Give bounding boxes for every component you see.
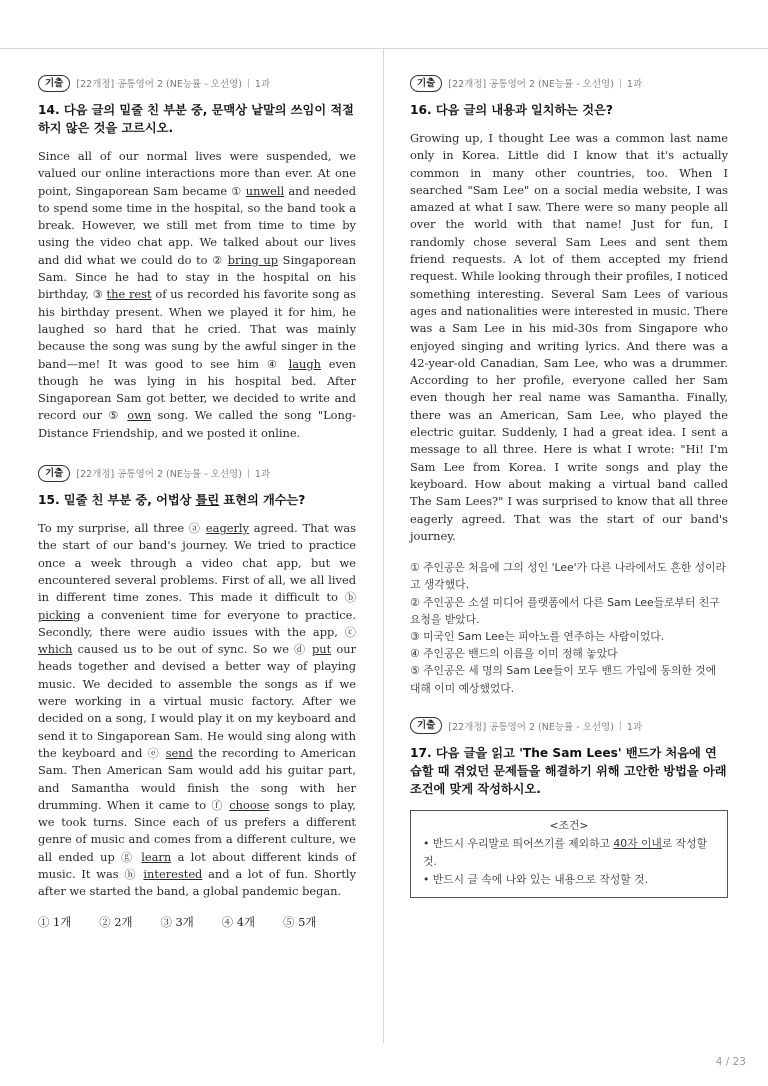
choice-1[interactable]: ① 1개 — [38, 914, 72, 929]
lesson-label: 1과 — [626, 721, 643, 733]
question-title: 15. 밑줄 친 부분 중, 어법상 틀린 표현의 개수는? — [38, 493, 306, 508]
conditions-box — [410, 810, 728, 898]
source-label: [22개정] 공통영어 2 (NE능률 - 오선영) — [76, 79, 242, 90]
lesson-label: 1과 — [626, 79, 643, 90]
tag-separator — [248, 469, 249, 478]
tag-separator — [620, 721, 621, 730]
underlined-a: eagerly — [205, 521, 249, 536]
marker-a: ⓐ — [188, 522, 202, 536]
question-title: 16. 다음 글의 내용과 일치하는 것은? — [410, 103, 613, 117]
choice-3[interactable]: ③ 3개 — [160, 914, 194, 929]
exam-badge: 기출 — [410, 717, 442, 734]
underlined-g: learn — [141, 849, 172, 864]
marker-2: ② — [212, 253, 224, 267]
lesson-label: 1과 — [254, 469, 271, 481]
marker-h: ⓗ — [124, 867, 138, 881]
question-tag — [38, 74, 356, 92]
underlined-2: bring up — [227, 252, 279, 267]
marker-3: ③ — [92, 288, 103, 302]
underlined-3: the rest — [106, 287, 152, 302]
tag-separator — [620, 79, 621, 88]
exam-badge: 기출 — [38, 75, 70, 92]
condition-1: • 반드시 우리말로 띄어쓰기를 제외하고 40자 이내로 작성할 것. — [423, 836, 708, 868]
underlined-e: send — [165, 745, 193, 760]
marker-4: ④ — [266, 357, 281, 371]
question-passage: Growing up, I thought Lee was a common last name only in Korea. Little did I know that it's actually common in many other countries, too. When I searched "Sam Lee" on a social media website, I was amazed at what I saw. There were so many people all over the world with that name! Just for fun, I randomly chose several Sam Lees and sent them friend requests. A lot of them accepted my friend request. While looking through their profiles, I noticed something interesting. Several Sam Lees of various ages and nationalities were interested in music. There was a Sam Lee in his mid-30s from Singapore who enjoyed singing and writing lyrics. And there was a 42-year-old Canadian, Sam Lee, who was a drummer. According to her profile, everyone called her Sam even though her real name was Samantha. Finally, there was an American, Sam Lee, who played the electric guitar. Suddenly, I had a great idea. I sent a message to all three. Here is what I wrote: "Hi! I'm Sam Lee from Korea. I write songs and play the keyboard. How about making a virtual band called The Sam Lees?" I was surprised to know that all three eagerly agreed. That was the start of our band's journey. — [410, 131, 728, 543]
marker-1: ① — [231, 184, 242, 198]
marker-c: ⓒ — [345, 625, 356, 639]
marker-g: ⓖ — [121, 850, 135, 864]
right-column — [410, 74, 728, 898]
answer-options — [410, 559, 728, 697]
question-tag — [410, 717, 728, 735]
question-16 — [410, 74, 728, 697]
column-divider — [383, 48, 384, 1043]
underlined-5: own — [127, 408, 152, 423]
question-tag — [38, 464, 356, 482]
question-passage: To my surprise, all three ⓐ eagerly agreed. That was the start of our band's journey. We tried to practice once a week through a video chat app, but we encountered several problems. First of all, we all lived in different time zones. This made it difficult to ⓑ picking a convenient time for everyone to practice. Secondly, there were audio issues with the app, ⓒ which caused us to be out of sync. So we ⓓ put our heads together and devised a better way of playing music. We decided to assemble the songs as if we were working in a virtual music factory. After we decided on a song, I would play it on my keyboard and send it to Singaporean Sam. He would sing along with the keyboard and ⓔ send the recording to American Sam. Then American Sam would add his guitar part, and Samantha would finish the song with her drumming. When it came to ⓕ choose songs to play, we took turns. Since each of us prefers a different genre of music and comes from a different culture, we all ended up ⓖ learn a lot about different kinds of music. It was ⓗ interested and a lot of fun. Shortly after we started the band, a global pandemic began. — [38, 521, 357, 899]
exam-badge: 기출 — [410, 75, 442, 92]
option-1[interactable]: ① 주인공은 처음에 그의 성인 'Lee'가 다른 나라에서도 흔한 성이라고 생각했다. — [410, 561, 726, 592]
question-passage: Since all of our normal lives were suspended, we valued our online interactions more than ever. At one point, Singaporean Sam became ① unwell and needed to spend some time in the hospital, so the band took a break. However, we still met from time to time by using the video chat app. We talked about our lives and did what we could do to ② bring up Singaporean Sam. Since he had to stay in the hospital on his birthday, ③ the rest of us recorded his favorite song as his birthday present. When we played it for him, he laughed so hard that he cried. That was mainly because the song was sung by the awful singer in the band—me! It was good to see him ④ laugh even though he was lying in his hospital bed. After Singaporean Sam got better, we decided to write and record our ⑤ own song. We called the song "Long-Distance Friendship, and we posted it online. — [38, 149, 356, 440]
source-label: [22개정] 공통영어 2 (NE능률 - 오선영) — [76, 469, 242, 481]
marker-b: ⓑ — [345, 591, 356, 605]
question-tag — [410, 74, 728, 92]
source-label: [22개정] 공통영어 2 (NE능률 - 오선영) — [448, 721, 614, 733]
question-14 — [38, 74, 356, 442]
choice-5[interactable]: ⑤ 5개 — [283, 914, 317, 929]
option-4[interactable]: ④ 주인공은 밴드의 이름을 이미 정해 놓았다 — [410, 647, 618, 661]
underlined-h: interested — [143, 866, 203, 881]
choice-2[interactable]: ② 2개 — [99, 914, 133, 929]
question-15 — [38, 464, 356, 930]
underlined-c: which — [38, 642, 73, 657]
marker-5: ⑤ — [108, 409, 121, 423]
answer-choices — [38, 914, 356, 930]
choice-4[interactable]: ④ 4개 — [221, 914, 256, 929]
marker-f: ⓕ — [211, 798, 225, 812]
top-rule — [0, 48, 768, 49]
option-2[interactable]: ② 주인공은 소셜 미디어 플랫폼에서 다른 Sam Lee들로부터 친구 요청을 받았다. — [410, 595, 720, 626]
exam-badge: 기출 — [38, 465, 70, 482]
underlined-b: picking — [38, 607, 81, 622]
conditions-title: <조건> — [549, 818, 589, 832]
underlined-d: put — [311, 642, 332, 657]
question-title: 17. 다음 글을 읽고 'The Sam Lees' 밴드가 처음에 연습할 때 겪었던 문제들을 해결하기 위해 고안한 방법을 아래 조건에 맞게 작성하시오. — [410, 745, 727, 796]
left-column — [38, 74, 356, 930]
page-number: 4 / 23 — [715, 1056, 746, 1068]
question-title: 14. 다음 글의 밑줄 친 부분 중, 문맥상 낱말의 쓰임이 적절하지 않은 것을 고르시오. — [38, 103, 354, 135]
condition-2: • 반드시 글 속에 나와 있는 내용으로 작성할 것. — [423, 872, 648, 886]
option-3[interactable]: ③ 미국인 Sam Lee는 피아노를 연주하는 사람이었다. — [410, 629, 665, 643]
underlined-1: unwell — [245, 183, 285, 198]
tag-separator — [248, 79, 249, 88]
option-5[interactable]: ⑤ 주인공은 세 명의 Sam Lee들이 모두 밴드 가입에 동의한 것에 대해 이미 예상했었다. — [410, 664, 717, 695]
underlined-4: laugh — [288, 356, 321, 371]
lesson-label: 1과 — [254, 79, 271, 90]
marker-e: ⓔ — [147, 746, 161, 760]
source-label: [22개정] 공통영어 2 (NE능률 - 오선영) — [448, 79, 614, 90]
question-17 — [410, 717, 728, 898]
marker-d: ⓓ — [294, 643, 307, 657]
underlined-f: choose — [229, 797, 270, 812]
